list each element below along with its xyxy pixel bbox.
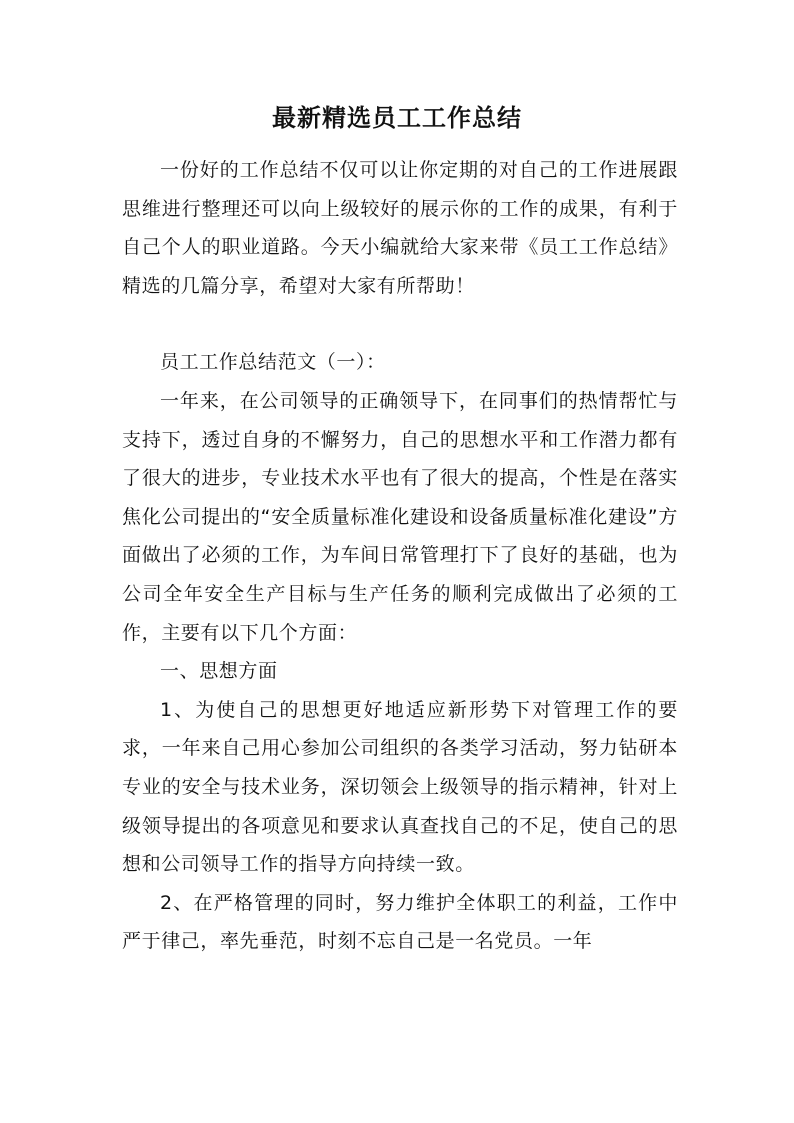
document-body — [122, 151, 678, 961]
list-item-2: 2、在严格管理的同时，努力维护全体职工的利益，工作中严于律己，率先垂范，时刻不忘自己是一名党员。一年 — [122, 891, 678, 953]
paragraph-gap — [122, 305, 678, 343]
subheading-thought: 一、思想方面 — [160, 660, 278, 683]
section-heading: 员工工作总结范文（一）： — [160, 351, 386, 374]
paragraph-1: 一年来，在公司领导的正确领导下，在同事们的热情帮忙与支持下，透过自身的不懈努力，自己的思想水平和工作潜力都有了很大的进步，专业技术水平也有了很大的提高，个性是在落实焦化公司提出的“安全质量标准化建设和设备质量标准化建设”方面做出了必须的工作，为车间日常管理打下了良好的基础，也为公司全年安全生产目标与生产任务的顺利完成做出了必须的工作，主要有以下几个方面： — [122, 389, 678, 644]
list-item-1: 1、为使自己的思想更好地适应新形势下对管理工作的要求，一年来自己用心参加公司组织的各类学习活动，努力钻研本专业的安全与技术业务，深切领会上级领导的指示精神，针对上级领导提出的各项意见和要求认真查找自己的不足，使自己的思想和公司领导工作的指导方向持续一致。 — [122, 698, 678, 876]
intro-paragraph: 一份好的工作总结不仅可以让你定期的对自己的工作进展跟思维进行整理还可以向上级较好的展示你的工作的成果，有利于自己个人的职业道路。今天小编就给大家来带《员工工作总结》精选的几篇分享，希望对大家有所帮助！ — [122, 159, 678, 297]
document-title: 最新精选员工工作总结 — [272, 104, 522, 132]
